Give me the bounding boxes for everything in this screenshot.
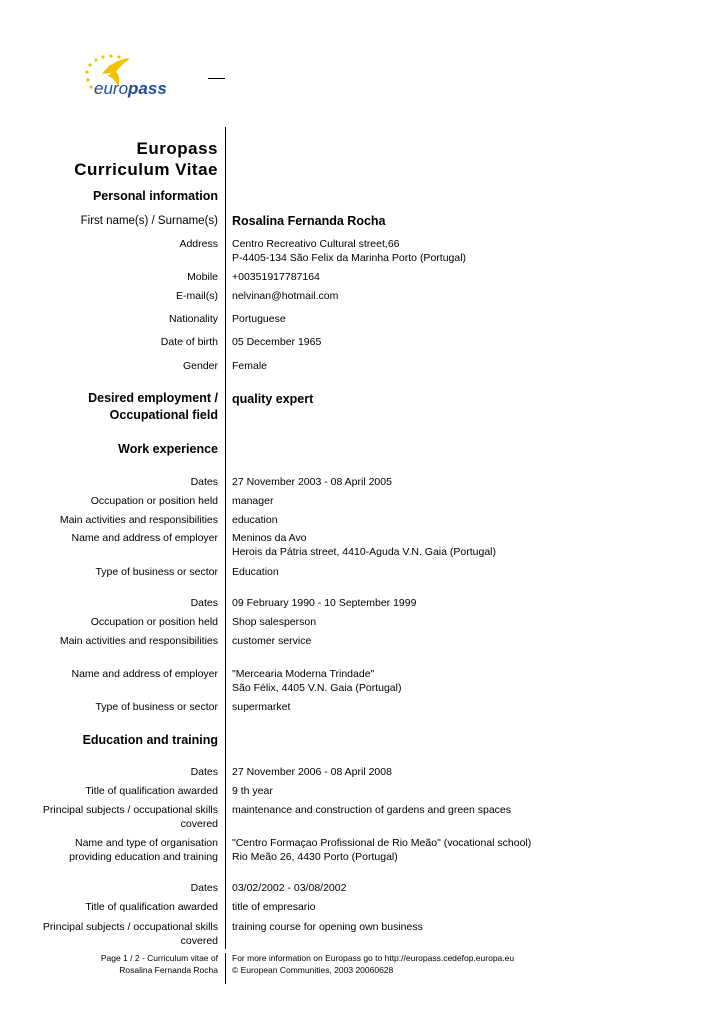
job2-dates-label: Dates (190, 597, 218, 609)
job1-activities-label: Main activities and responsibilities (59, 514, 218, 526)
address-label: Address (179, 238, 218, 250)
desired-label-line2: Occupational field (109, 408, 218, 422)
desired-label-line1: Desired employment / (88, 391, 218, 405)
job2-employer-line1: "Mercearia Moderna Trindade" (232, 668, 375, 680)
job2-employer-line2: São Félix, 4405 V.N. Gaia (Portugal) (232, 682, 402, 694)
dob-label: Date of birth (160, 336, 218, 348)
logo-text-pass: pass (128, 79, 167, 98)
edu2-dates-label: Dates (190, 882, 218, 894)
doc-title-line2: Curriculum Vitae (74, 160, 218, 179)
nationality-value: Portuguese (232, 313, 286, 325)
job2-position-label: Occupation or position held (90, 616, 218, 628)
edu2-subjects-label-line2: covered (180, 935, 218, 947)
job2-dates: 09 February 1990 - 10 September 1999 (232, 597, 417, 609)
job2-sector-label: Type of business or sector (95, 701, 218, 713)
section-work: Work experience (118, 442, 218, 456)
desired-value: quality expert (232, 392, 314, 406)
edu1-org-label-line2: providing education and training (69, 851, 218, 863)
edu2-qual: title of empresario (232, 901, 316, 913)
dob-value: 05 December 1965 (232, 336, 322, 348)
edu2-subjects: training course for opening own business (232, 921, 423, 933)
job1-position: manager (232, 495, 274, 507)
edu1-org-label-line1: Name and type of organisation (74, 837, 218, 849)
edu1-subjects-label-line1: Principal subjects / occupational skills (42, 804, 218, 816)
footer-info-line2: © European Communities, 2003 20060628 (232, 965, 394, 975)
footer-page-line1: Page 1 / 2 - Curriculum vitae of (100, 953, 218, 963)
europass-logo (78, 50, 198, 110)
footer-divider (225, 953, 226, 984)
job2-activities-label: Main activities and responsibilities (59, 635, 218, 647)
job1-employer-line2: Herois da Pátria street, 4410-Aguda V.N. Gaia (Portugal) (232, 546, 497, 558)
job2-activities: customer service (232, 635, 312, 647)
logo-text-euro: euro (94, 79, 129, 98)
address-line1: Centro Recreativo Cultural street,66 (232, 238, 400, 250)
job1-position-label: Occupation or position held (90, 495, 218, 507)
mobile-value: +00351917787164 (232, 271, 320, 283)
column-divider (225, 127, 226, 949)
doc-title-line1: Europass (136, 139, 218, 158)
section-education: Education and training (82, 733, 218, 747)
nationality-label: Nationality (168, 313, 218, 325)
edu1-qual-label: Title of qualification awarded (85, 785, 218, 797)
header-rule (208, 78, 225, 79)
mobile-label: Mobile (187, 271, 218, 283)
job1-dates: 27 November 2003 - 08 April 2005 (232, 476, 392, 488)
email-label: E-mail(s) (176, 290, 218, 302)
svg-text:europass (94, 79, 167, 98)
job1-activities: education (232, 514, 278, 526)
gender-value: Female (232, 360, 268, 372)
email-value: nelvinan@hotmail.com (232, 290, 339, 302)
job2-employer-label: Name and address of employer (71, 668, 218, 680)
person-name: Rosalina Fernanda Rocha (232, 214, 386, 228)
edu2-subjects-label-line1: Principal subjects / occupational skills (42, 921, 218, 933)
edu1-dates: 27 November 2006 - 08 April 2008 (232, 766, 392, 778)
job2-position: Shop salesperson (232, 616, 317, 628)
job1-employer-label: Name and address of employer (71, 532, 218, 544)
job1-dates-label: Dates (190, 476, 218, 488)
footer-page-line2: Rosalina Fernanda Rocha (119, 965, 218, 975)
name-label: First name(s) / Surname(s) (80, 215, 218, 227)
job1-sector: Education (232, 566, 279, 578)
edu1-subjects: maintenance and construction of gardens and green spaces (232, 804, 512, 816)
footer-info-line1: For more information on Europass go to http://europass.cedefop.europa.eu (232, 953, 515, 963)
address-line2: P-4405-134 São Felix da Marinha Porto (Portugal) (232, 252, 467, 264)
edu1-qual: 9 th year (232, 785, 273, 797)
section-personal: Personal information (92, 189, 218, 203)
edu1-org-line1: "Centro Formaçao Profissional de Rio Meão" (vocational school) (232, 837, 532, 849)
job1-employer-line1: Meninos da Avo (232, 532, 307, 544)
edu1-dates-label: Dates (190, 766, 218, 778)
job2-sector: supermarket (232, 701, 291, 713)
edu1-subjects-label-line2: covered (180, 818, 218, 830)
edu1-org-line2: Rio Meão 26, 4430 Porto (Portugal) (232, 851, 398, 863)
gender-label: Gender (182, 360, 218, 372)
edu2-qual-label: Title of qualification awarded (85, 901, 218, 913)
edu2-dates: 03/02/2002 - 03/08/2002 (232, 882, 347, 894)
job1-sector-label: Type of business or sector (95, 566, 218, 578)
